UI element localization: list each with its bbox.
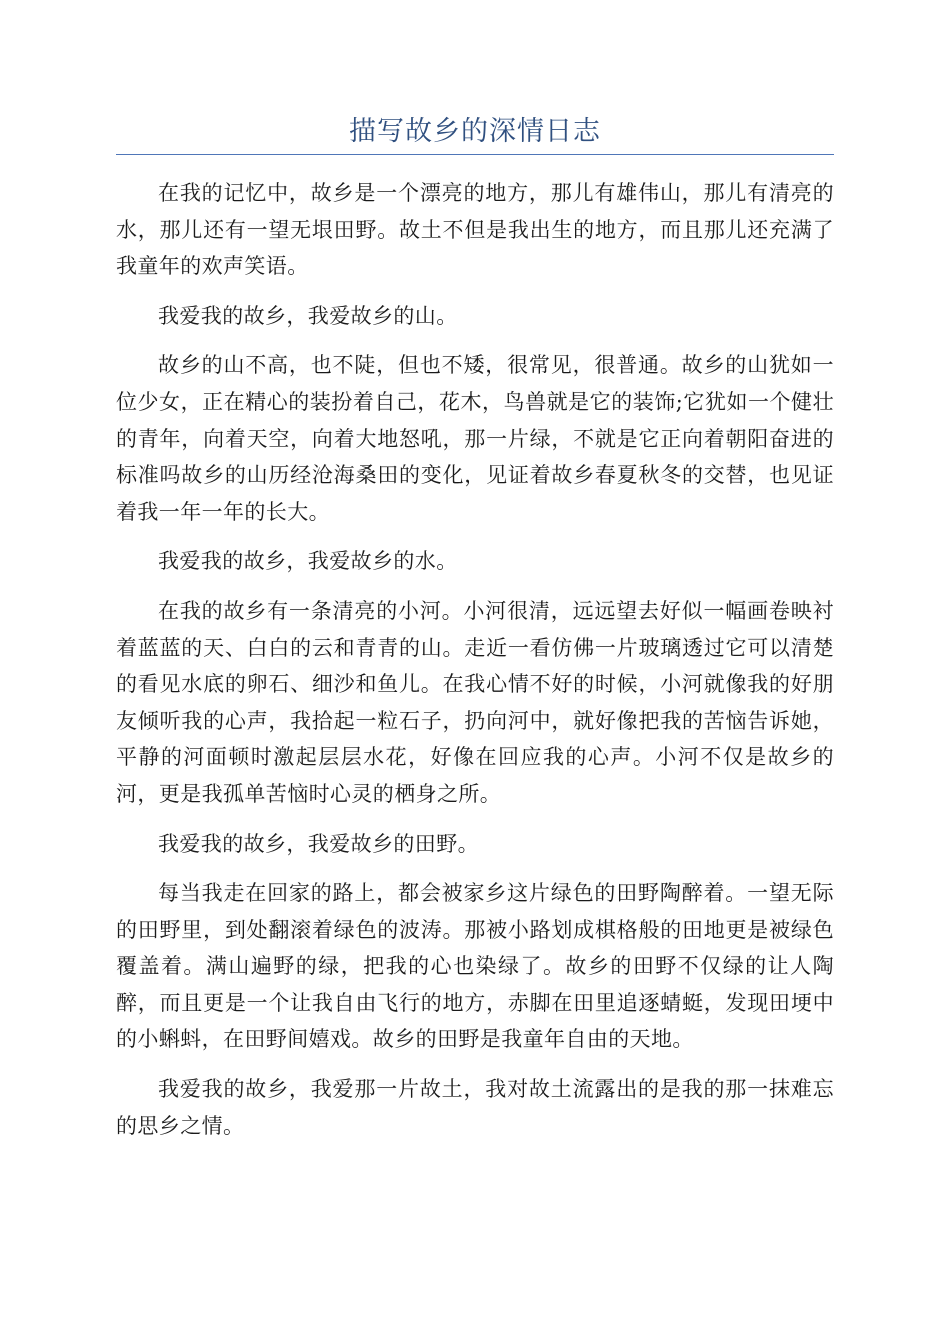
paragraph: 我爱我的故乡，我爱故乡的山。 bbox=[158, 303, 458, 328]
paragraph: 每当我走在回家的路上，都会被家乡这片绿色的田野陶醉着。一望无际的田野里，到处翻滚着绿色的波涛。那被小路划成棋格般的田地更是被绿色覆盖着。满山遍野的绿，把我的心也染绿了。故乡的田野不仅绿的让人陶醉，而且更是一个让我自由飞行的地方，赤脚在田里追逐蜻蜓，发现田埂中的小蝌蚪，在田野间嬉戏。故乡的田野是我童年自由的天地。 bbox=[116, 881, 834, 1052]
paragraph: 故乡的山不高，也不陡，但也不矮，很常见，很普通。故乡的山犹如一位少女，正在精心的装扮着自己，花木，鸟兽就是它的装饰;它犹如一个健壮的青年，向着天空，向着大地怒吼，那一片绿，不就是它正向着朝阳奋进的标准吗故乡的山历经沧海桑田的变化，见证着故乡春夏秋冬的交替，也见证着我一年一年的长大。 bbox=[116, 353, 834, 524]
paragraph: 在我的故乡有一条清亮的小河。小河很清，远远望去好似一幅画卷映衬着蓝蓝的天、白白的云和青青的山。走近一看仿佛一片玻璃透过它可以清楚的看见水底的卵石、细沙和鱼儿。在我心情不好的时候，小河就像我的好朋友倾听我的心声，我拾起一粒石子，扔向河中，就好像把我的苦恼告诉她，平静的河面顿时激起层层水花，好像在回应我的心声。小河不仅是故乡的河，更是我孤单苦恼时心灵的栖身之所。 bbox=[116, 598, 834, 806]
paragraph: 我爱我的故乡，我爱故乡的水。 bbox=[158, 549, 458, 574]
title-underline bbox=[116, 154, 834, 155]
paragraph: 我爱我的故乡，我爱故乡的田野。 bbox=[158, 831, 479, 856]
paragraph: 我爱我的故乡，我爱那一片故土，我对故土流露出的是我的那一抹难忘的思乡之情。 bbox=[116, 1077, 834, 1138]
document-page bbox=[116, 0, 834, 1344]
document-body bbox=[116, 175, 834, 1144]
document-title: 描写故乡的深情日志 bbox=[349, 116, 601, 147]
paragraph: 在我的记忆中，故乡是一个漂亮的地方，那儿有雄伟山，那儿有清亮的水，那儿还有一望无垠田野。故土不但是我出生的地方，而且那儿还充满了我童年的欢声笑语。 bbox=[116, 181, 834, 279]
